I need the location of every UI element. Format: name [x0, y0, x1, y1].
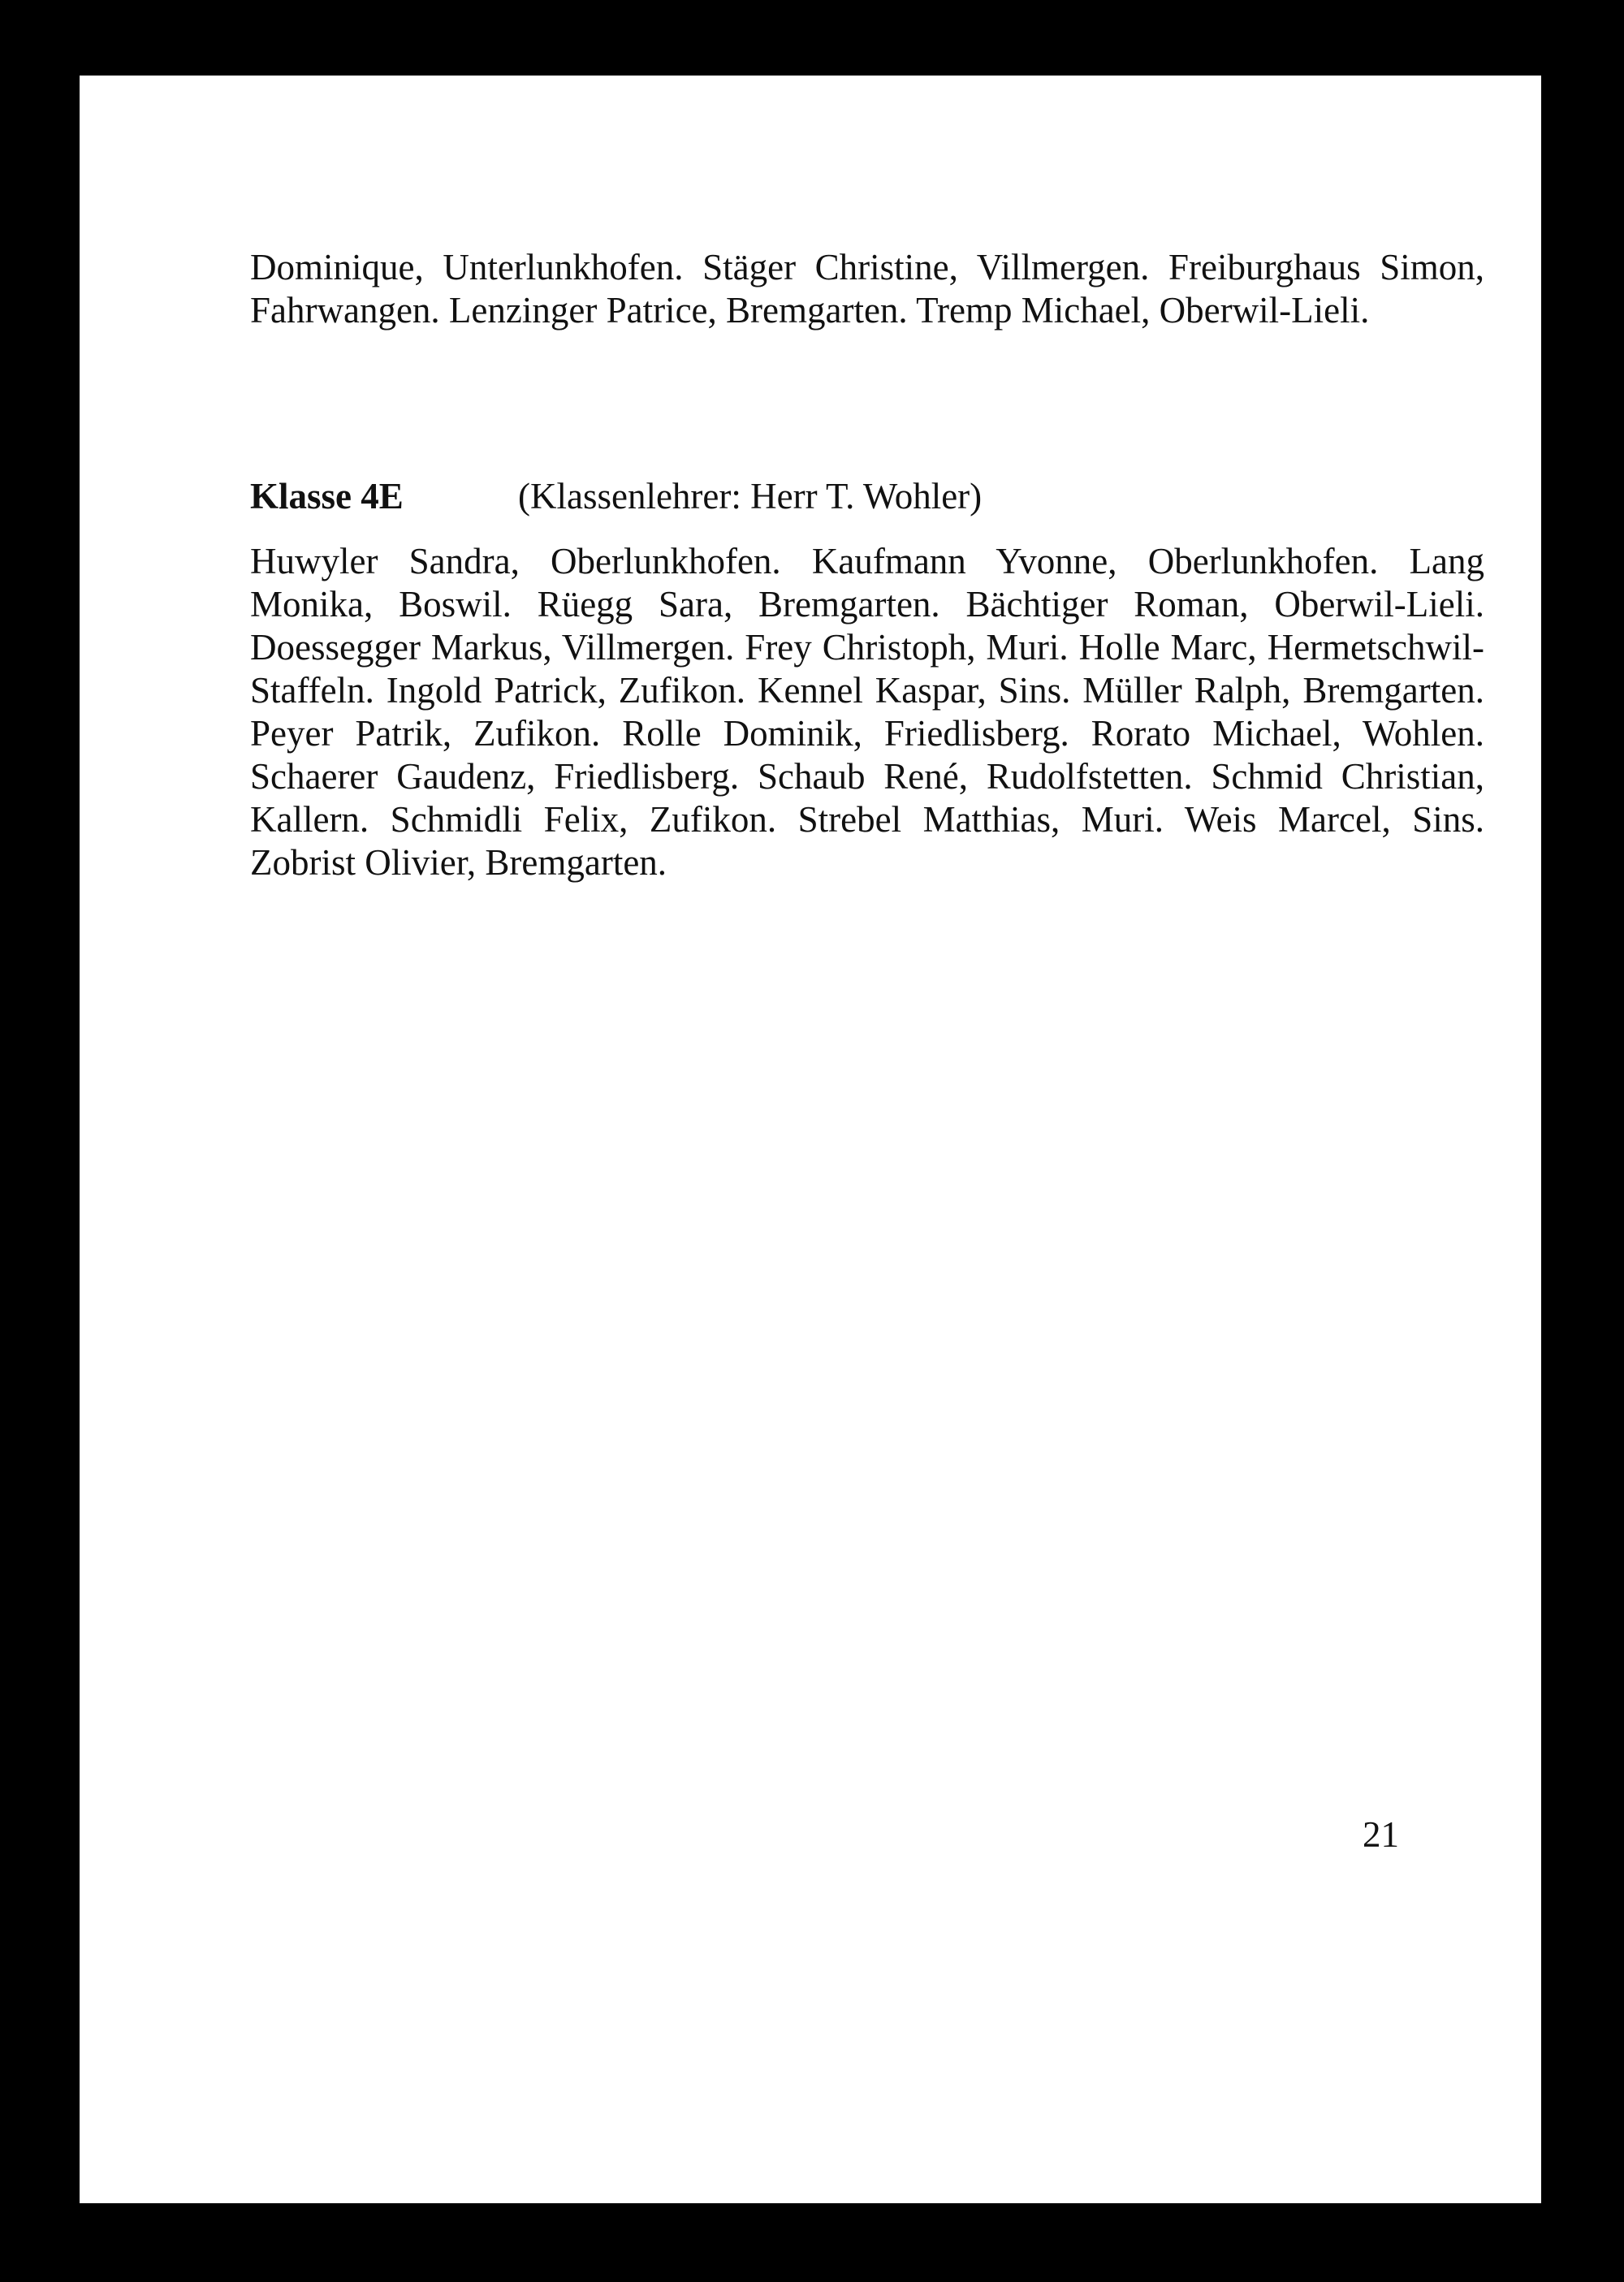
class-title: Klasse 4E	[250, 476, 404, 516]
class-heading	[250, 475, 1484, 524]
class-teacher: (Klassenlehrer: Herr T. Wohler)	[518, 476, 983, 516]
document-page	[80, 76, 1541, 2203]
student-list-paragraph: Huwyler Sandra, Oberlunkhofen. Kaufmann Yvonne, Oberlunkhofen. Lang Monika, Boswil. Rüegg Sara, Bremgarten. Bächtiger Roman, Oberwil-Lieli. Doessegger Markus, Villmergen. Frey Christoph, Muri. Holle Marc, Hermetschwil-Staffeln. Ingold Patrick, Zufikon. Kennel Kaspar, Sins. Müller Ralph, Bremgarten. Peyer Patrik, Zufikon. Rolle Dominik, Friedlisberg. Rorato Michael, Wohlen. Schaerer Gaudenz, Friedlisberg. Schaub René, Rudolfstetten. Schmid Christian, Kallern. Schmidli Felix, Zufikon. Strebel Matthias, Muri. Weis Marcel, Sins. Zobrist Olivier, Bremgarten.	[250, 541, 1484, 883]
continuation-paragraph: Dominique, Unterlunkhofen. Stäger Christine, Villmergen. Freiburghaus Simon, Fahrwangen. Lenzinger Patrice, Bremgarten. Tremp Michael, Oberwil-Lieli.	[250, 247, 1484, 331]
page-number: 21	[1363, 1814, 1399, 1855]
